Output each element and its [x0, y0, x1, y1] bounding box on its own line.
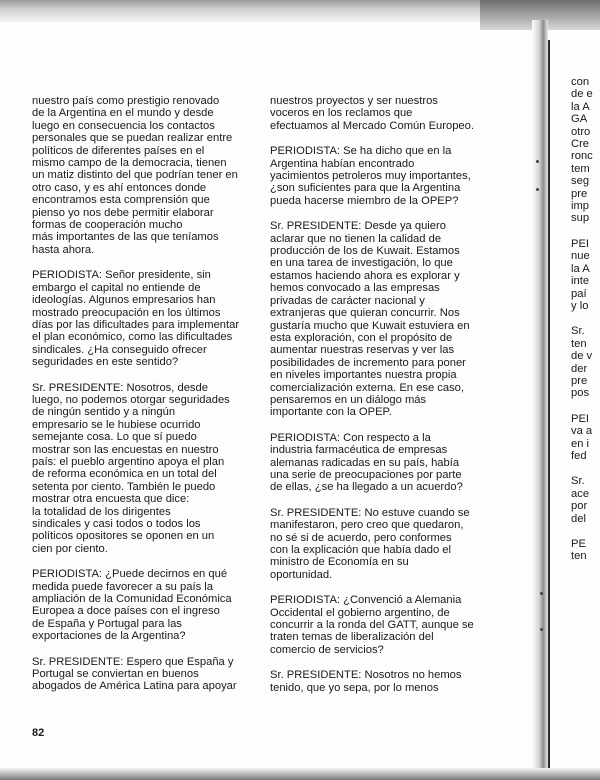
paragraph: PERIODISTA: ¿Convenció a Alemania Occidental el gobierno argentino, de concurrir a la ronda del GATT, aunque se traten temas de liberalización del comercio de servicios? [270, 594, 474, 656]
right-page-fragment-column [571, 76, 600, 576]
text-fragment: y lo [571, 299, 589, 312]
fragment-paragraph [571, 76, 600, 225]
text-fragment: del [571, 512, 586, 525]
paragraph: Sr. PRESIDENTE: Espero que España y Portugal se conviertan en buenos abogados de América Latina para apoyar [32, 655, 237, 693]
text-fragment: con [571, 76, 590, 88]
text-fragment: PEI [571, 237, 590, 250]
paragraph: nuestro país como prestigio renovado de la Argentina en el mundo y desde luego en consecuencia los contactos personales que se puedan realizar entre políticos de diferentes países en el mismo campo de la democracia, tienen un matiz distinto del que podrían tener en otro caso, y es ahí entonces donde encontramos esta comprensión que pienso yo nos debe permitir elaborar formas de cooperación mucho más importantes de las que teníamos hasta ahora. [32, 95, 238, 256]
text-fragment: sup [571, 212, 590, 225]
text-fragment: ace [571, 487, 590, 500]
text-fragment: seg [571, 175, 590, 188]
text-fragment: GA [571, 113, 588, 126]
text-fragment: va a [571, 425, 593, 438]
scan-bottom-shadow [0, 768, 600, 780]
paragraph: PERIODISTA: Se ha dicho que en la Argentina habían encontrado yacimientos petroleros muy importantes, ¿son suficientes para que la Argentina pueda hacerse miembro de la OPEP? [270, 145, 471, 207]
paragraph: PERIODISTA: ¿Puede decirnos en qué medida puede favorecer a su país la ampliación de la Comunidad Económica Europea a doce países con el ingreso de España y Portugal para las exportaciones de la Argentina? [32, 568, 232, 643]
text-fragment: Cre [571, 138, 590, 151]
scan-speck [540, 628, 543, 631]
text-fragment: en i [571, 437, 590, 450]
text-fragment: PE [571, 538, 586, 550]
text-fragment: otro [571, 125, 591, 138]
text-fragment: inte [571, 275, 590, 288]
gutter-edge-line [548, 40, 550, 775]
fragment-paragraph [571, 413, 600, 463]
fragment-paragraph [571, 238, 600, 312]
text-fragment: ten [571, 550, 587, 563]
page-number: 82 [32, 727, 45, 739]
book-gutter [532, 20, 548, 780]
text-fragment: imp [571, 200, 590, 213]
left-text-column [32, 95, 264, 706]
text-fragment: por [571, 500, 588, 513]
fragment-paragraph [571, 538, 600, 563]
scan-speck [536, 188, 539, 191]
paragraph: Sr. PRESIDENTE: Nosotros, desde luego, no podemos otorgar seguridades de ningún sentido y a ningún empresario se le hubiese ocurrido semejante cosa. Lo que sí puedo mostrar son las encuestas en nuestro país: el pueblo argentino apoya el plan de reforma económica en un total del setenta por ciento. También le puedo mostrar otra encuesta que dice: la totalidad de los dirigentes sindicales y casi todos o todos los políticos opositores se oponen en un cien por ciento. [32, 381, 230, 555]
text-fragment: paí [571, 287, 587, 300]
paragraph: PERIODISTA: Con respecto a la industria farmacéutica de empresas alemanas radicadas en su país, había una serie de preocupaciones por parte de ellas, ¿se ha llegado a un acuerdo? [270, 431, 463, 494]
text-fragment: der [571, 362, 588, 375]
fragment-paragraph [571, 325, 600, 399]
paragraph: Sr. PRESIDENTE: Desde ya quiero aclarar que no tienen la calidad de producción de los de Kuwait. Estamos en una tarea de investigación, lo que estamos haciendo ahora es explorar y hemos convocado a las empresas privadas de carácter nacional y extranjeras que quieran concurrir. Nos gustaría mucho que Kuwait estuviera en esta exploración, con el propósito de aumentar nuestras reservas y ver las posibilidades de incremento para poner en niveles importantes nuestra propia comercialización externa. En ese caso, pensaremos en un diálogo más importante con la OPEP. [270, 220, 470, 419]
scan-speck [540, 592, 543, 595]
text-fragment: pre [571, 374, 588, 387]
paragraph: PERIODISTA: Señor presidente, sin embargo el capital no entiende de ideologías. Algunos empresarios han mostrado preocupación en los últimos días por las dificultades para implementar el plan económico, como las dificultades sindicales. ¿Ha conseguido ofrecer seguridades en este sentido? [32, 269, 240, 369]
text-fragment: de v [571, 350, 593, 363]
text-fragment: la A [571, 262, 590, 275]
text-fragment: tem [571, 162, 590, 175]
middle-text-column [270, 95, 510, 707]
text-fragment: Sr. [571, 325, 585, 338]
scan-speck [536, 160, 539, 163]
paragraph: Sr. PRESIDENTE: Nosotros no hemos tenido, que yo sepa, por lo menos [270, 669, 462, 694]
paragraph: nuestros proyectos y ser nuestros voceros en los reclamos que efectuamos al Mercado Común Europeo. [270, 95, 474, 132]
text-fragment: pre [571, 187, 588, 200]
text-fragment: de e [571, 88, 593, 101]
text-fragment: la A [571, 100, 590, 113]
fragment-paragraph [571, 475, 600, 525]
text-fragment: fed [571, 449, 587, 462]
paragraph: Sr. PRESIDENTE: No estuve cuando se manifestaron, pero creo que quedaron, no sé si de acuerdo, pero conformes con la explicación que había dado el ministro de Economía en su oportunidad. [270, 506, 470, 581]
text-fragment: pos [571, 387, 590, 400]
scan-top-shadow [0, 0, 600, 22]
text-fragment: ronc [571, 150, 593, 163]
text-fragment: nue [571, 250, 590, 263]
text-fragment: Sr. [571, 475, 585, 488]
text-fragment: ten [571, 337, 587, 350]
text-fragment: PEI [571, 412, 590, 425]
